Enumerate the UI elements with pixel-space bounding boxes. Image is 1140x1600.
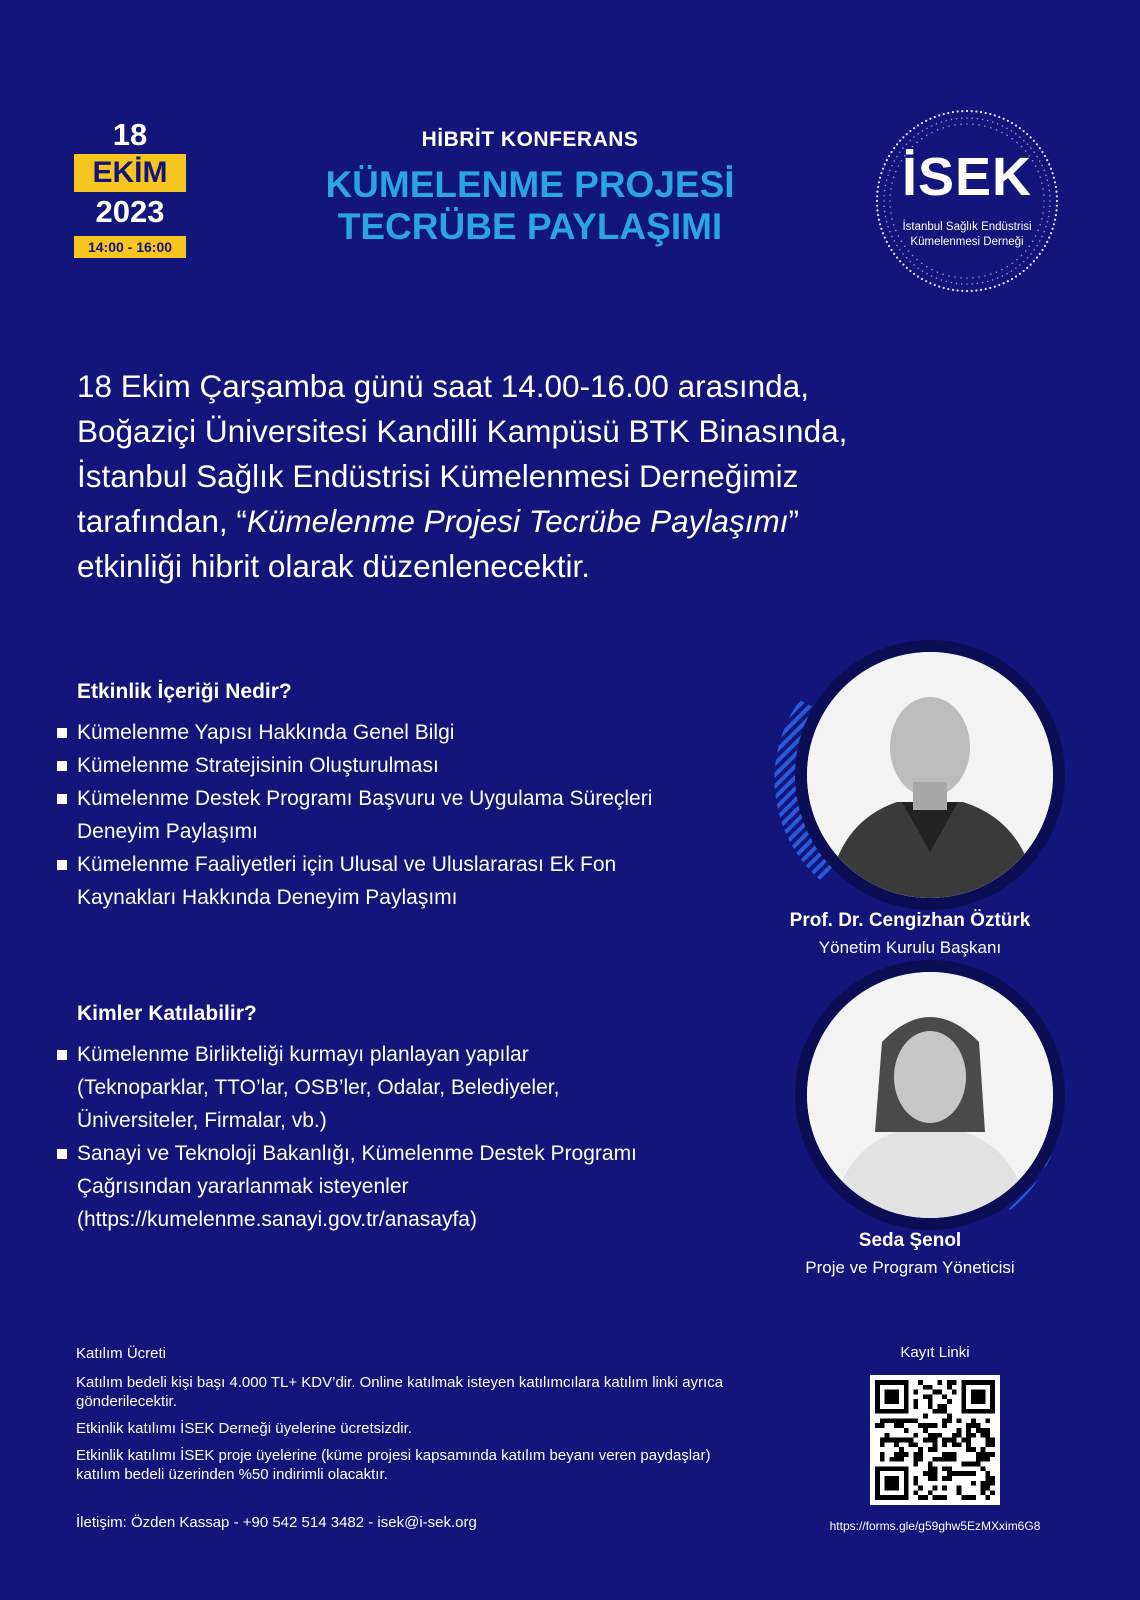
title-line-2: TECRÜBE PAYLAŞIMI: [337, 206, 723, 247]
speaker-role: Proje ve Program Yöneticisi: [805, 1258, 1015, 1277]
event-title: [260, 164, 800, 248]
registration-link[interactable]: https://forms.gle/g59ghw5EzMXxim6G8: [829, 1519, 1041, 1533]
who-section: [56, 1002, 746, 1236]
speaker-photo: [807, 972, 1053, 1218]
bullet-square-icon: [57, 794, 67, 804]
intro-paragraph: [77, 364, 1057, 589]
speaker-photo: [807, 652, 1053, 898]
fee-paragraph-2: Etkinlik katılımı İSEK Derneği üyelerine ücretsizdir.: [76, 1420, 412, 1437]
list-item-text: Kümelenme Destek Programı Başvuru ve Uygulama Süreçleri Deneyim Paylaşımı: [77, 787, 653, 843]
intro-line-3: İstanbul Sağlık Endüstrisi Kümelenmesi Derneğimiz: [77, 458, 799, 494]
list-item-text: Sanayi ve Teknoloji Bakanlığı, Kümelenme Destek Programı Çağrısından yararlanmak isteyenler (https://kumelenme.sanayi.gov.tr/anasayfa): [77, 1142, 637, 1231]
list-item: [56, 1137, 656, 1236]
intro-line-2: Boğaziçi Üniversitesi Kandilli Kampüsü BTK Binasında,: [77, 413, 848, 449]
speaker-name: Seda Şenol: [858, 1230, 962, 1251]
speaker-photo-frame: [760, 640, 1060, 910]
logo-subtitle: [872, 220, 1062, 250]
intro-event-name: Kümelenme Projesi Tecrübe Paylaşımı: [246, 503, 789, 539]
qr-code-icon[interactable]: [870, 1375, 1000, 1505]
title-line-1: KÜMELENME PROJESİ: [325, 164, 735, 205]
list-item: [56, 782, 696, 848]
list-item-text: Kümelenme Stratejisinin Oluşturulması: [77, 754, 439, 777]
bullet-square-icon: [57, 1050, 67, 1060]
list-item: [56, 1038, 656, 1137]
list-item: [56, 749, 746, 782]
speaker-role: Yönetim Kurulu Başkanı: [818, 938, 1002, 957]
speaker-card: [760, 960, 1060, 1278]
intro-line-4: [77, 499, 1057, 544]
intro-line-1: 18 Ekim Çarşamba günü saat 14.00-16.00 arasında,: [77, 368, 809, 404]
content-title: Etkinlik İçeriği Nedir?: [77, 680, 292, 703]
event-kicker: HİBRİT KONFERANS: [421, 128, 639, 151]
date-month: EKİM: [74, 154, 186, 192]
list-item-text: Kümelenme Yapısı Hakkında Genel Bilgi: [77, 721, 455, 744]
list-item: [56, 848, 716, 914]
bullet-square-icon: [57, 761, 67, 771]
date-time: 14:00 - 16:00: [74, 236, 186, 258]
fee-paragraph-3: Etkinlik katılımı İSEK proje üyelerine (küme projesi kapsamında katılım beyanı veren paydaşlar) katılım bedeli üzerinden %50 indirimli olacaktır.: [76, 1447, 711, 1483]
speaker-photo-frame: [760, 960, 1060, 1230]
registration-title: Kayıt Linki: [900, 1344, 970, 1361]
list-item: [56, 716, 746, 749]
content-section: [56, 680, 746, 914]
intro-line-4-post: ”: [788, 503, 799, 539]
registration: [800, 1344, 1070, 1533]
bullet-square-icon: [57, 860, 67, 870]
date-year: 2023: [95, 194, 165, 229]
list-item-text: Kümelenme Birlikteliği kurmayı planlayan yapılar (Teknoparklar, TTO’lar, OSB’ler, Odalar, Belediyeler, Üniversiteler, Firmalar, vb.): [77, 1043, 560, 1132]
fee-paragraph-1: Katılım bedeli kişi başı 4.000 TL+ KDV’dir. Online katılmak isteyen katılımcılara katılım linki ayrıca gönderilecektir.: [76, 1374, 724, 1410]
logo-subtitle-line-1: İstanbul Sağlık Endüstrisi: [902, 221, 1032, 233]
intro-line-5: etkinliği hibrit olarak düzenlenecektir.: [77, 548, 591, 584]
bullet-square-icon: [57, 1149, 67, 1159]
event-header: [260, 128, 800, 248]
fee-title: Katılım Ücreti: [76, 1345, 167, 1362]
bullet-square-icon: [57, 728, 67, 738]
content-list: [56, 716, 746, 914]
who-title: Kimler Katılabilir?: [77, 1002, 257, 1025]
speaker-card: [760, 640, 1060, 958]
logo-subtitle-line-2: Kümelenmesi Derneği: [910, 236, 1024, 248]
list-item-text: Kümelenme Faaliyetleri için Ulusal ve Uluslararası Ek Fon Kaynakları Hakkında Deneyim Paylaşımı: [77, 853, 617, 909]
logo-wordmark: İSEK: [901, 147, 1033, 207]
speaker-name: Prof. Dr. Cengizhan Öztürk: [789, 910, 1031, 931]
fee-info: [76, 1344, 756, 1492]
intro-line-4-pre: tarafından, “: [77, 503, 247, 539]
isek-logo: [872, 106, 1062, 296]
event-date: [74, 118, 186, 258]
date-day: 18: [112, 117, 148, 152]
contact-info: İletişim: Özden Kassap - +90 542 514 3482 - isek@i-sek.org: [76, 1514, 477, 1531]
who-list: [56, 1038, 746, 1236]
